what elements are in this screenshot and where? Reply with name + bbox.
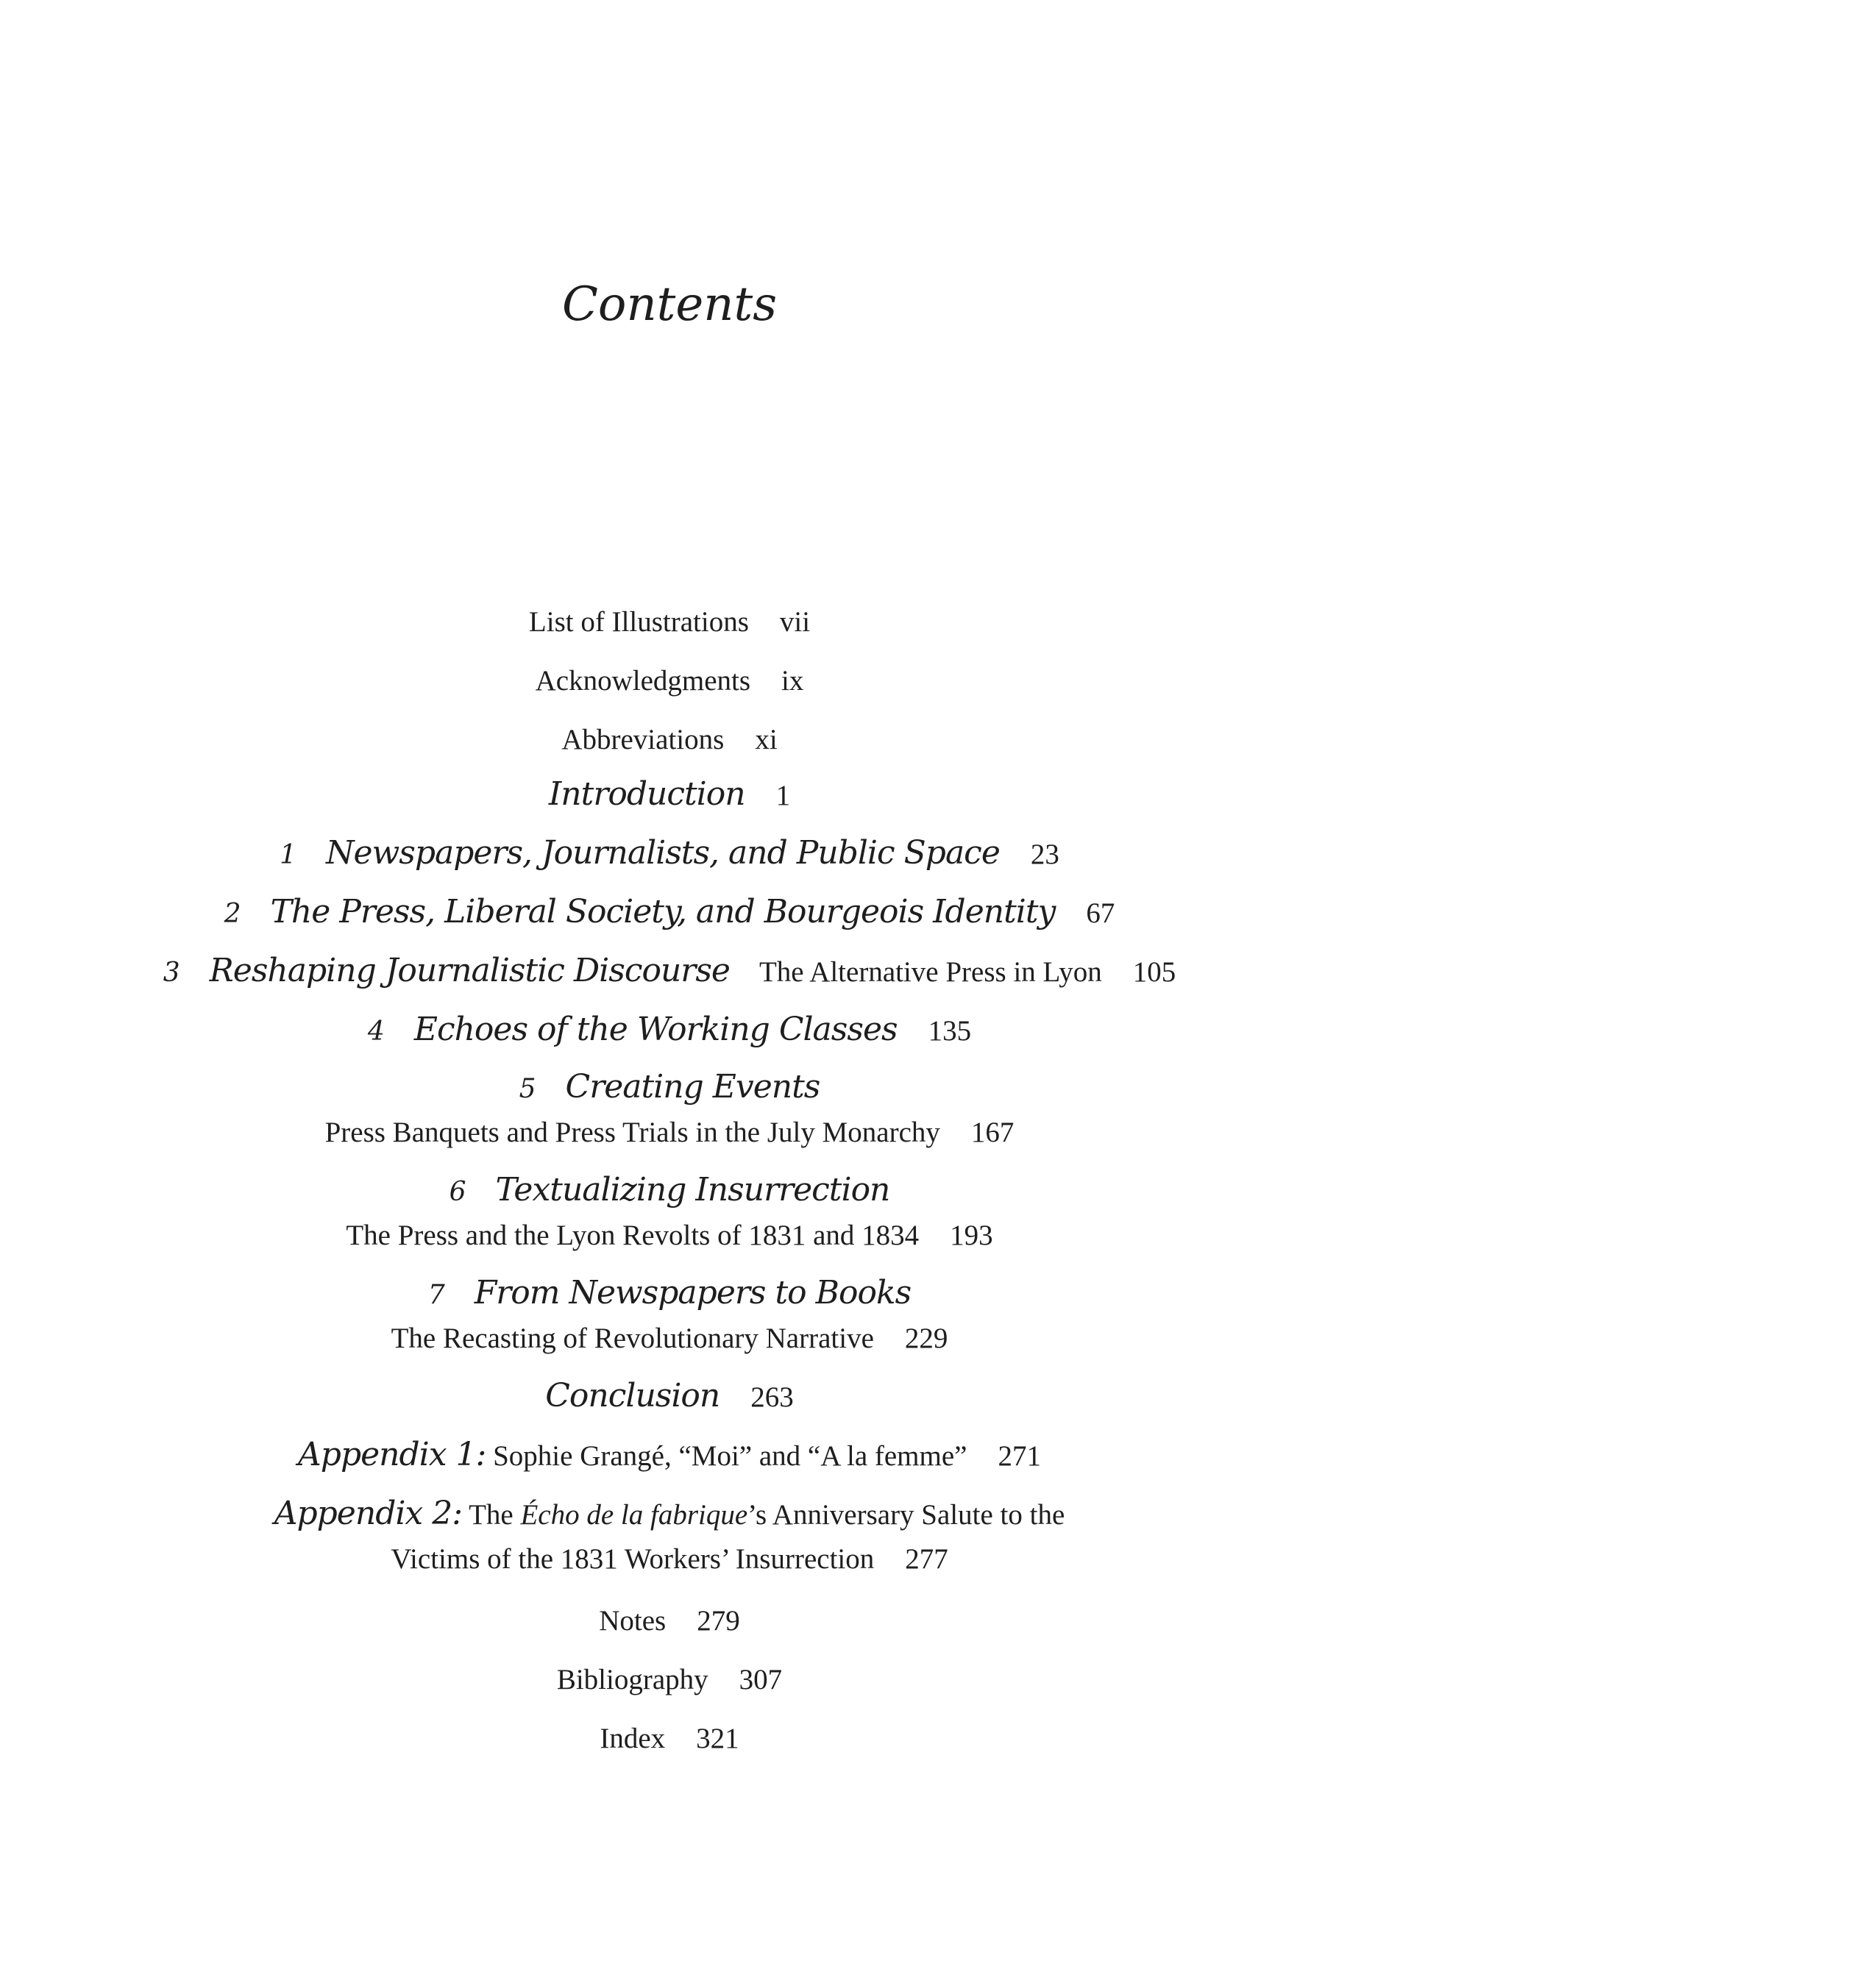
toc-entry-appendix-1[interactable]: [0, 1436, 1339, 1473]
entry-page-number: 277: [905, 1543, 948, 1575]
entry-label: Abbreviations: [561, 724, 725, 755]
toc-entry-chapter-5-subtitle[interactable]: [0, 1118, 1339, 1147]
entry-page-number: 67: [1086, 897, 1115, 929]
chapter-number: 5: [519, 1074, 536, 1104]
toc-entry-appendix-2-line2[interactable]: [0, 1545, 1339, 1573]
chapter-number: 6: [449, 1177, 466, 1207]
toc-entry-chapter-4[interactable]: [0, 1011, 1339, 1048]
chapter-number: 3: [163, 958, 180, 988]
chapter-title: The Press, Liberal Society, and Bourgeois Identity: [270, 893, 1056, 930]
entry-label: List of Illustrations: [528, 606, 749, 638]
entry-page-number: 23: [1030, 839, 1059, 870]
chapter-title: Echoes of the Working Classes: [413, 1011, 898, 1048]
toc-entry-acknowledgments[interactable]: [0, 666, 1339, 695]
toc-entry-introduction[interactable]: [0, 775, 1339, 813]
entry-page-number: 307: [739, 1664, 783, 1695]
entry-label: Notes: [599, 1605, 667, 1637]
toc-entry-chapter-6-subtitle[interactable]: [0, 1221, 1339, 1250]
toc-entry-appendix-2[interactable]: [0, 1495, 1339, 1532]
toc-entry-index[interactable]: [0, 1724, 1339, 1753]
entry-page-number: 279: [697, 1605, 740, 1637]
entry-label: Acknowledgments: [535, 665, 751, 697]
toc-entry-conclusion[interactable]: [0, 1377, 1339, 1414]
toc-entry-notes[interactable]: [0, 1606, 1339, 1635]
entry-page-number: ix: [781, 665, 804, 697]
chapter-subtitle: The Alternative Press in Lyon: [758, 956, 1102, 988]
chapter-number: 1: [280, 840, 297, 870]
entry-page-number: 193: [950, 1220, 993, 1251]
appendix-label: Appendix 1:: [298, 1436, 486, 1473]
appendix-text: Sophie Grangé, “Moi” and “A la femme”: [493, 1440, 967, 1472]
chapter-subtitle: The Press and the Lyon Revolts of 1831 and 1834: [346, 1220, 920, 1251]
chapter-title: Newspapers, Journalists, and Public Space: [326, 834, 1000, 872]
chapter-number: 4: [367, 1017, 385, 1047]
page-title: Contents: [561, 277, 778, 332]
entry-page-number: 263: [750, 1381, 794, 1413]
chapter-title: Textualizing Insurrection: [495, 1171, 890, 1209]
toc-entry-list-of-illustrations[interactable]: [0, 608, 1339, 636]
entry-label: Introduction: [548, 775, 745, 813]
chapter-title: Reshaping Journalistic Discourse: [209, 952, 730, 989]
entry-page-number: 167: [970, 1117, 1015, 1148]
entry-label: Bibliography: [556, 1664, 708, 1695]
appendix-text-line2: Victims of the 1831 Workers’ Insurrection: [391, 1543, 875, 1575]
appendix-label: Appendix 2:: [274, 1495, 463, 1532]
entry-page-number: 271: [998, 1440, 1041, 1472]
entry-label: Index: [600, 1723, 666, 1754]
entry-page-number: 229: [904, 1323, 948, 1354]
toc-entry-chapter-2[interactable]: [0, 893, 1339, 930]
appendix-text-after: ’s Anniversary Salute to the: [747, 1499, 1065, 1531]
toc-entry-abbreviations[interactable]: [0, 725, 1339, 754]
appendix-text-before: The: [469, 1499, 514, 1531]
appendix-italic-title: Écho de la fabrique: [520, 1499, 748, 1531]
toc-entry-chapter-6[interactable]: [0, 1171, 1339, 1209]
entry-page-number: vii: [779, 606, 811, 638]
entry-page-number: 321: [696, 1723, 739, 1754]
toc-entry-chapter-3[interactable]: [0, 952, 1339, 989]
chapter-subtitle: The Recasting of Revolutionary Narrative: [391, 1323, 874, 1354]
chapter-title: Creating Events: [565, 1068, 820, 1106]
toc-entry-chapter-1[interactable]: [0, 834, 1339, 872]
toc-entry-bibliography[interactable]: [0, 1665, 1339, 1694]
chapter-subtitle: Press Banquets and Press Trials in the July Monarchy: [324, 1117, 940, 1148]
chapter-title: From Newspapers to Books: [474, 1274, 912, 1311]
entry-page-number: 1: [775, 780, 791, 811]
toc-entry-chapter-7-subtitle[interactable]: [0, 1324, 1339, 1353]
entry-page-number: xi: [755, 724, 778, 755]
toc-entry-chapter-7[interactable]: [0, 1274, 1339, 1311]
toc-entry-chapter-5[interactable]: [0, 1068, 1339, 1106]
entry-page-number: 135: [928, 1015, 972, 1047]
chapter-number: 2: [224, 899, 241, 929]
entry-label: Conclusion: [545, 1377, 720, 1414]
entry-page-number: 105: [1132, 956, 1176, 988]
chapter-number: 7: [427, 1280, 445, 1310]
